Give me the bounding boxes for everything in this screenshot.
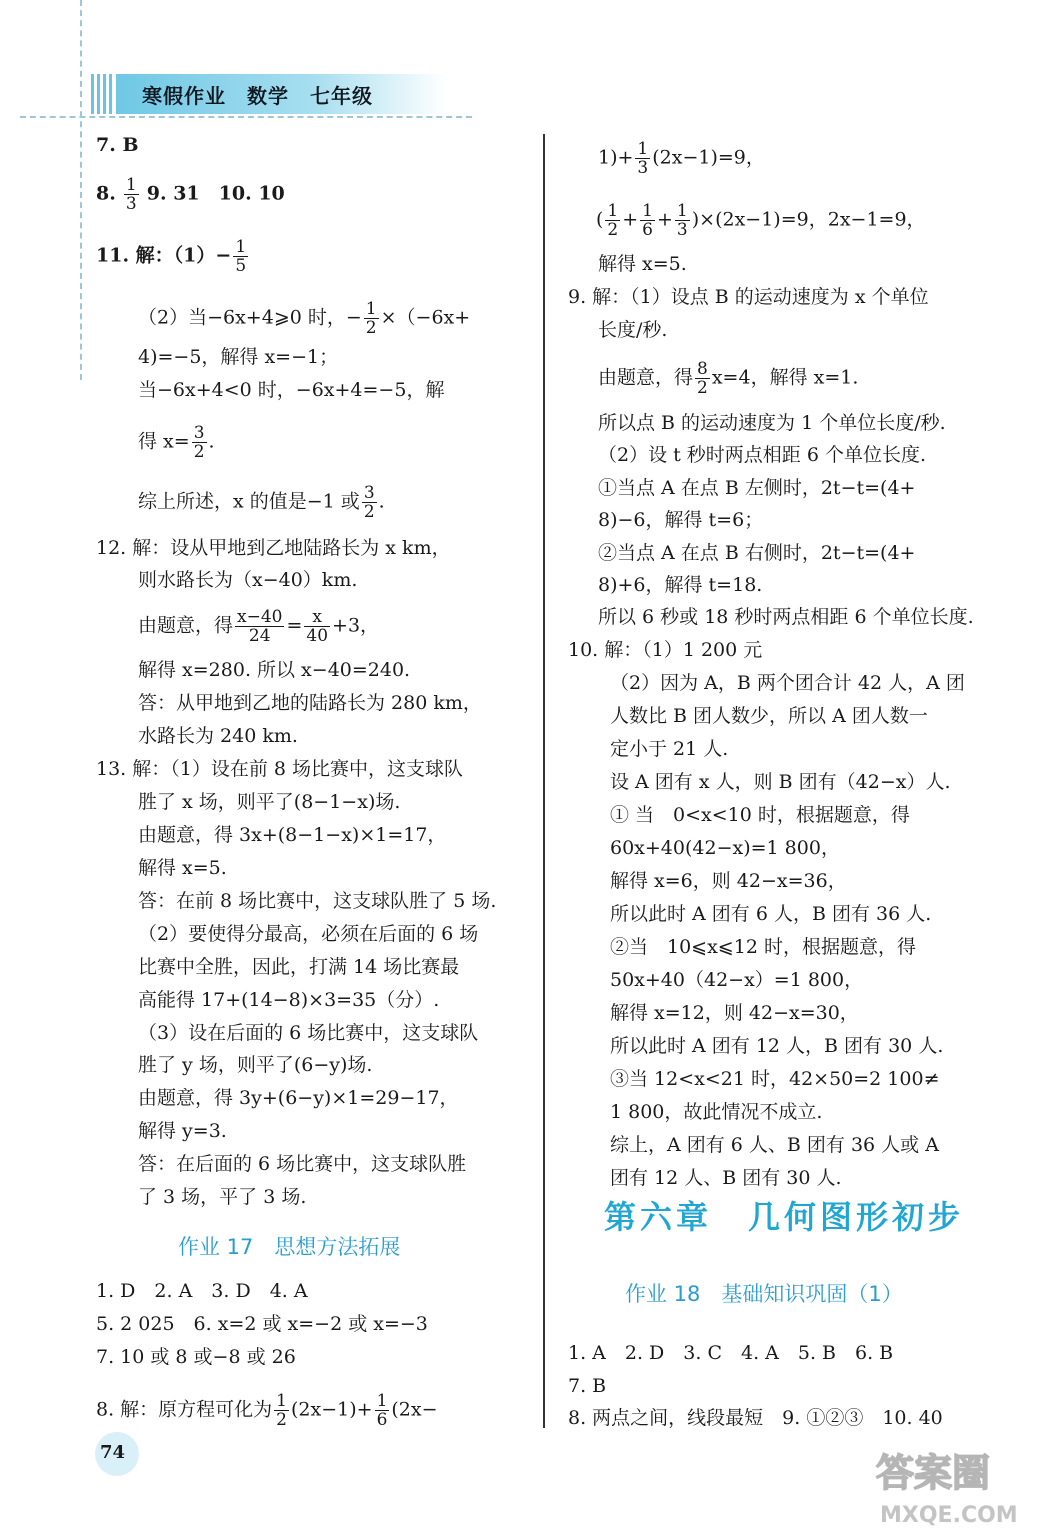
answer-line: 7. B <box>96 134 139 156</box>
answer-line: 1. A 2. D 3. C 4. A 5. B 6. B <box>568 1342 894 1364</box>
watermark-logo <box>868 1440 1038 1528</box>
answer-line: 定小于 21 人. <box>610 738 729 760</box>
answer-line: 解得 x=6，则 42−x=36， <box>610 870 847 892</box>
answer-line: （3）设在后面的 6 场比赛中，这支球队 <box>138 1022 479 1044</box>
answer-line: 60x+40(42−x)=1 800， <box>610 837 840 859</box>
answer-line: 则水路长为（x−40）km. <box>138 569 358 591</box>
answer-line: 1)+ $\frac{1}{3}$ (2x−1)=9， <box>598 139 765 178</box>
answer-line: 答：从甲地到乙地的陆路长为 280 km， <box>138 692 482 714</box>
fraction: $\frac{1}{3}$ <box>125 175 137 214</box>
page-number: 74 <box>100 1442 126 1463</box>
answer-line: 8. 两点之间，线段最短 9. ①②③ 10. 40 <box>568 1407 943 1429</box>
answer-line: 设 A 团有 x 人，则 B 团有（42−x）人. <box>610 771 951 793</box>
chapter-title: 第六章 几何图形初步 <box>604 1198 965 1236</box>
answer-line: 得 x= $\frac{3}{2}$ . <box>138 423 215 462</box>
answer-line: 了 3 场，平了 3 场. <box>138 1186 307 1208</box>
answer-line: 解得 x=5. <box>598 253 687 275</box>
answer-line: 水路长为 240 km. <box>138 725 298 747</box>
answer-line: 10. 解：（1）1 200 元 <box>568 639 763 661</box>
answer-line: ③当 12<x<21 时，42×50=2 100≠ <box>610 1068 940 1090</box>
answer-line: 所以此时 A 团有 6 人，B 团有 36 人. <box>610 903 932 925</box>
answer-line: 1 800，故此情况不成立. <box>610 1101 823 1123</box>
svg-text:答案圈: 答案圈 <box>876 1451 991 1495</box>
column-divider <box>543 134 545 1428</box>
answer-line: 所以 6 秒或 18 秒时两点相距 6 个单位长度. <box>598 606 974 628</box>
answer-line: 人数比 B 团人数少，所以 A 团人数一 <box>610 705 928 727</box>
answer-line: 答：在前 8 场比赛中，这支球队胜了 5 场. <box>138 890 497 912</box>
answer-line: 综上，A 团有 6 人、B 团有 36 人或 A <box>610 1134 939 1156</box>
answer-line: 5. 2 025 6. x=2 或 x=−2 或 x=−3 <box>96 1313 428 1335</box>
answer-line: ①当点 A 在点 B 左侧时，2t−t=(4+ <box>598 477 916 499</box>
answer-line: （2）当−6x+4⩾0 时，− $\frac{1}{2}$ ×（−6x+ <box>138 299 471 338</box>
answer-line: 7. 10 或 8 或−8 或 26 <box>96 1346 296 1368</box>
answer-line: 高能得 17+(14−8)×3=35（分）. <box>138 989 440 1011</box>
answer-line: （2）因为 A，B 两个团合计 42 人，A 团 <box>610 672 965 694</box>
answer-line: 由题意，得 3x+(8−1−x)×1=17， <box>138 824 447 846</box>
section-title-17: 作业 17 思想方法拓展 <box>178 1235 401 1259</box>
answer-line: 4)=−5，解得 x=−1； <box>138 346 339 368</box>
answer-line: 由题意，得 3y+(6−y)×1=29−17， <box>138 1087 459 1109</box>
answer-line: 所以此时 A 团有 12 人，B 团有 30 人. <box>610 1035 944 1057</box>
answer-line: ②当 10⩽x⩽12 时，根据题意，得 <box>610 936 916 958</box>
svg-text:MXQE.COM: MXQE.COM <box>880 1503 1018 1528</box>
left-margin-dashed-line <box>80 0 82 380</box>
header-stripes <box>91 74 115 114</box>
answer-line: 团有 12 人、B 团有 30 人. <box>610 1167 842 1189</box>
answer-line: 胜了 y 场，则平了(6−y)场. <box>138 1054 373 1076</box>
header-title: 寒假作业 数学 七年级 <box>142 84 373 108</box>
answer-line: 长度/秒. <box>598 319 668 341</box>
answer-line: 7. B <box>568 1375 607 1397</box>
answer-line: 解得 x=12，则 42−x=30， <box>610 1002 859 1024</box>
answer-line: 9. 解：（1）设点 B 的运动速度为 x 个单位 <box>568 286 929 308</box>
answer-line: （2）要使得分最高，必须在后面的 6 场 <box>138 923 479 945</box>
answer-line: 胜了 x 场，则平了(8−1−x)场. <box>138 791 401 813</box>
answer-line: 11. 解：（1）− $\frac{1}{5}$ <box>96 237 247 276</box>
answer-line: ②当点 A 在点 B 右侧时，2t−t=(4+ <box>598 542 916 564</box>
answer-line: 1. D 2. A 3. D 4. A <box>96 1280 308 1302</box>
answer-line: 由题意，得 $\frac{8}{2}$ x=4，解得 x=1. <box>598 359 859 398</box>
section-title-18: 作业 18 基础知识巩固（1） <box>625 1282 903 1306</box>
answer-line: （2）设 t 秒时两点相距 6 个单位长度. <box>598 444 927 466</box>
answer-line: 解得 x=280. 所以 x−40=240. <box>138 659 411 681</box>
answer-line: 由题意，得 $\frac{x-40}{24}$ = $\frac{x}{40}$ +3， <box>138 607 380 646</box>
answer-line: 当−6x+4<0 时，−6x+4=−5，解 <box>138 379 445 401</box>
answer-line: 8. 解：原方程可化为 $\frac{1}{2}$ (2x−1)+ $\frac{1}{6}$ (2x− <box>96 1391 438 1430</box>
answer-line: 12. 解：设从甲地到乙地陆路长为 x km， <box>96 537 451 559</box>
answer-line: 8. $\frac{1}{3}$ 9. 31 10. 10 <box>96 175 285 214</box>
answer-line: ( $\frac{1}{2}$ + $\frac{1}{6}$ + $\frac{1}{3}$ )×(2x−1)=9，2x−1=9， <box>596 201 926 240</box>
answer-line: 综上所述，x 的值是−1 或 $\frac{3}{2}$ . <box>138 483 385 522</box>
answer-line: 解得 x=5. <box>138 857 227 879</box>
answer-line: 8)−6，解得 t=6； <box>598 509 764 531</box>
answer-line: 13. 解：（1）设在前 8 场比赛中，这支球队 <box>96 758 464 780</box>
answer-line: 所以点 B 的运动速度为 1 个单位长度/秒. <box>598 412 946 434</box>
answer-line: 8)+6，解得 t=18. <box>598 574 763 596</box>
answer-line: 比赛中全胜，因此，打满 14 场比赛最 <box>138 956 460 978</box>
answer-line: 解得 y=3. <box>138 1120 227 1142</box>
answer-line: ① 当 0<x<10 时，根据题意，得 <box>610 804 910 826</box>
header-dashed-line <box>20 116 472 118</box>
answer-line: 50x+40（42−x）=1 800， <box>610 969 864 991</box>
answer-line: 答：在后面的 6 场比赛中，这支球队胜 <box>138 1153 467 1175</box>
